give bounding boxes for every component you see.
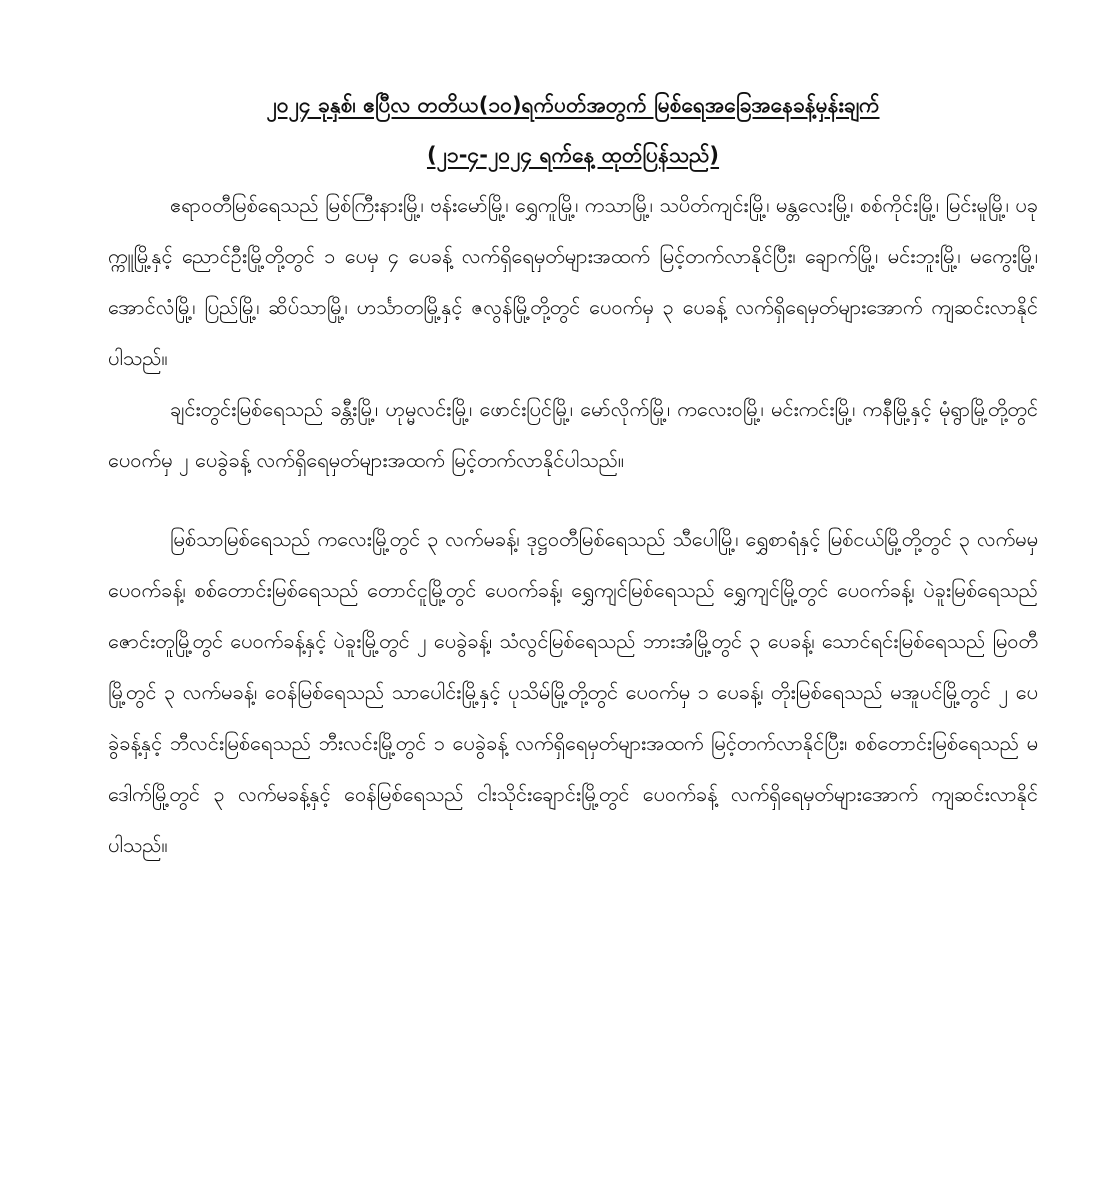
paragraph-chindwin: ချင်းတွင်းမြစ်ရေသည် ခန္တီးမြို့၊ ဟုမ္မလင်းမြို့၊ ဖောင်းပြင်မြို့၊ မော်လိုက်မြို့၊ ကလေးဝမြို့၊ မင်းကင်းမြို့၊ ကနီမြို့နှင့် မုံရွာမြို့တို့တွင် ပေဝက်မှ ၂ ပေခွဲခန့် လက်ရှိရေမှတ်များအထက် မြင့်တက်လာနိုင်ပါသည်။ — [108, 397, 1038, 472]
paragraph-ayeyarwady: ဧရာဝတီမြစ်ရေသည် မြစ်ကြီးနားမြို့၊ ဗန်းမော်မြို့၊ ရွှေကူမြို့၊ ကသာမြို့၊ သပိတ်ကျင်းမြို့၊ မန္တလေးမြို့၊ စစ်ကိုင်းမြို့၊ မြင်းမူမြို့၊ ပခုက္ကူမြို့နှင့် ညောင်ဦးမြို့တို့တွင် ၁ ပေမှ ၄ ပေခန့် လက်ရှိရေမှတ်များအထက် မြင့်တက်လာနိုင်ပြီး၊ ချောက်မြို့၊ မင်းဘူးမြို့၊ မကွေးမြို့၊ အောင်လံမြို့၊ ပြည်မြို့၊ ဆိပ်သာမြို့၊ ဟင်္သာတမြို့နှင့် ဇလွန်မြို့တို့တွင် ပေဝက်မှ ၃ ပေခန့် လက်ရှိရေမှတ်များအောက် ကျဆင်းလာနိုင်ပါသည်။ — [108, 193, 1038, 370]
paragraph-other-rivers: မြစ်သာမြစ်ရေသည် ကလေးမြို့တွင် ၃ လက်မခန့်၊ ဒုဋ္ဌဝတီမြစ်ရေသည် သီပေါမြို့၊ ရွှေစာရံနှင့် မြစ်ငယ်မြို့တို့တွင် ၃ လက်မမှ ပေဝက်ခန့်၊ စစ်တောင်းမြစ်ရေသည် တောင်ငူမြို့တွင် ပေဝက်ခန့်၊ ရွှေကျင်မြစ်ရေသည် ရွှေကျင်မြို့တွင် ပေဝက်ခန့်၊ ပဲခူးမြစ်ရေသည် ဇောင်းတူမြို့တွင် ပေဝက်ခန့်နှင့် ပဲခူးမြို့တွင် ၂ ပေခွဲခန့်၊ သံလွင်မြစ်ရေသည် ဘားအံမြို့တွင် ၃ ပေခန့်၊ သောင်ရင်းမြစ်ရေသည် မြဝတီမြို့တွင် ၃ လက်မခန့်၊ ဝေန်မြစ်ရေသည် သာပေါင်းမြို့နှင့် ပုသိမ်မြို့တို့တွင် ပေဝက်မှ ၁ ပေခန့်၊ တိုးမြစ်ရေသည် မအူပင်မြို့တွင် ၂ ပေခွဲခန့်နှင့် ဘီလင်းမြစ်ရေသည် ဘီးလင်းမြို့တွင် ၁ ပေခွဲခန့် လက်ရှိရေမှတ်များအထက် မြင့်တက်လာနိုင်ပြီး၊ စစ်တောင်းမြစ်ရေသည် မဒေါက်မြို့တွင် ၃ လက်မခန့်နှင့် ဝေန်မြစ်ရေသည် ငါးသိုင်းချောင်းမြို့တွင် ပေဝက်ခန့် လက်ရှိရေမှတ်များအောက် ကျဆင်းလာနိုင်ပါသည်။ — [108, 527, 1038, 857]
document-title: ၂၀၂၄ ခုနှစ်၊ ဧပြီလ တတိယ(၁၀)ရက်ပတ်အတွက် မြစ်ရေအခြေအနေခန့်မှန်းချက် — [266, 93, 880, 117]
document-subtitle-date: (၂၁-၄-၂၀၂၄ ရက်နေ့ ထုတ်ပြန်သည်) — [426, 143, 720, 167]
